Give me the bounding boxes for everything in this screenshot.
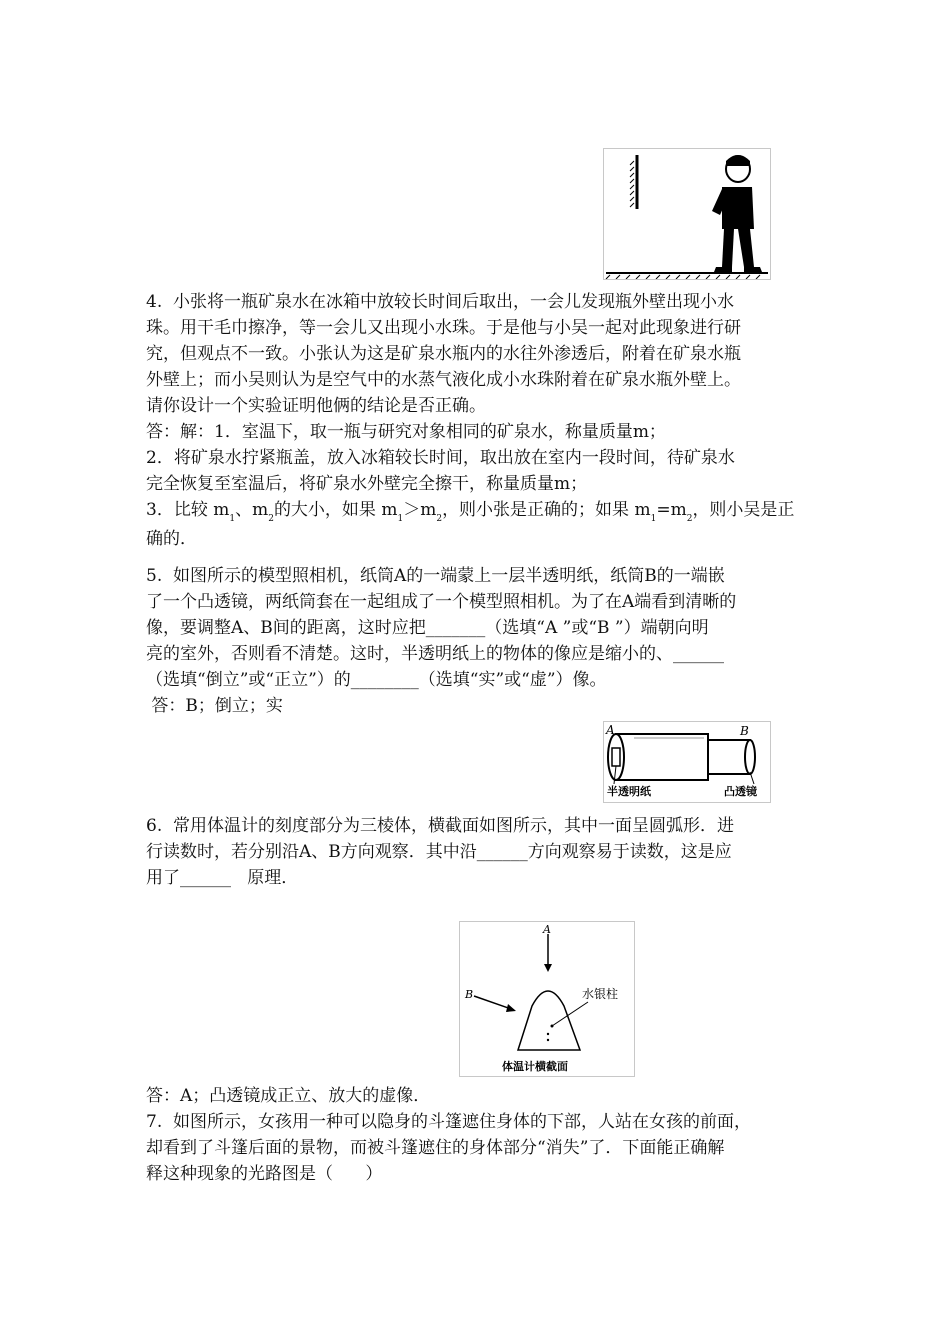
thermometer-cross-section-figure [459, 921, 635, 1077]
q4-answer-line: 答：解：1．室温下，取一瓶与研究对象相同的矿泉水，称量质量m； [146, 422, 666, 442]
question-6 [146, 813, 810, 891]
q4-answer-line: 2．将矿泉水拧紧瓶盖，放入冰箱较长时间，取出放在室内一段时间，待矿泉水 [146, 448, 735, 468]
q6-line: 用了______ 原理． [146, 868, 299, 888]
q5-line: 亮的室外，否则看不清楚。这时，半透明纸上的物体的像应是缩小的、______ [146, 644, 724, 664]
text-seg: 3．比较 m [146, 500, 230, 520]
text-seg: ，则小张是正确的；如果 m [442, 500, 651, 520]
text-seg: =m [656, 500, 687, 520]
question-4 [146, 289, 810, 552]
subscript: 2 [686, 514, 693, 524]
q7-line: 释这种现象的光路图是（ ） [146, 1164, 383, 1184]
subscript: 1 [397, 514, 404, 524]
subscript: 2 [436, 514, 443, 524]
q7-line: 7. 如图所示，女孩用一种可以隐身的斗篷遮住身体的下部，人站在女孩的前面， [146, 1112, 752, 1132]
label-b: B [465, 988, 474, 1001]
mirror-boy-figure [603, 148, 771, 280]
model-camera-figure [603, 721, 771, 803]
q4-line: 珠。用干毛巾擦净，等一会儿又出现小水珠。于是他与小吴一起对此现象进行研 [146, 318, 741, 338]
question-5 [146, 563, 810, 719]
q6-line: 行读数时，若分别沿A、B方向观察．其中沿______方向观察易于读数，这是应 [146, 842, 732, 862]
q6-line: 6. 常用体温计的刻度部分为三棱体，横截面如图所示，其中一面呈圆弧形．进 [146, 816, 735, 836]
text-seg: ＞m [403, 500, 437, 520]
subscript: 2 [268, 514, 274, 524]
label-translucent-paper: 半透明纸 [607, 785, 651, 798]
q5-line: 了一个凸透镜，两纸筒套在一起组成了一个模型照相机。为了在A端看到清晰的 [146, 592, 737, 612]
q5-line: 像，要调整A、B间的距离，这时应把_______（选填“A ”或“B ”）端朝向明 [146, 618, 709, 638]
label-mercury: 水银柱 [582, 987, 619, 1001]
q5-line: （选填“倒立”或“正立”）的________（选填“实”或“虚”）像。 [146, 670, 607, 690]
q4-line: 究，但观点不一致。小张认为这是矿泉水瓶内的水往外渗透后，附着在矿泉水瓶 [146, 344, 741, 364]
q5-line: 5. 如图所示的模型照相机，纸筒A的一端蒙上一层半透明纸，纸筒B的一端嵌 [146, 566, 725, 586]
label-a: A [543, 923, 551, 936]
q4-answer-line: 完全恢复至室温后，将矿泉水外壁完全擦干，称量质量m； [146, 474, 588, 494]
figure-caption: 体温计横截面 [502, 1060, 568, 1073]
label-convex-lens: 凸透镜 [724, 785, 757, 798]
question-6-answer-and-question-7 [146, 1083, 810, 1187]
label-a: A [606, 723, 615, 737]
q4-line: 外壁上；而小吴则认为是空气中的水蒸气液化成小水珠附着在矿泉水瓶外壁上。 [146, 370, 741, 390]
text-seg: 的大小，如果 m [273, 500, 398, 520]
text-seg: 、m [235, 500, 269, 520]
q4-line: 请你设计一个实验证明他俩的结论是否正确。 [146, 396, 486, 416]
q4-answer-line-compare [146, 497, 810, 526]
label-b: B [740, 724, 749, 738]
q7-line: 却看到了斗篷后面的景物，而被斗篷遮住的身体部分“消失”了．下面能正确解 [146, 1138, 725, 1158]
text-seg: ，则小吴是正 [692, 500, 795, 520]
subscript: 1 [229, 514, 236, 524]
q5-answer: 答：B；倒立；实 [146, 696, 283, 716]
q6-answer: 答：A；凸透镜成正立、放大的虚像． [146, 1086, 431, 1106]
q4-answer-line: 确的． [146, 529, 197, 549]
q4-line: 4. 小张将一瓶矿泉水在冰箱中放较长时间后取出，一会儿发现瓶外壁出现小水 [146, 292, 735, 312]
subscript: 1 [650, 514, 657, 524]
